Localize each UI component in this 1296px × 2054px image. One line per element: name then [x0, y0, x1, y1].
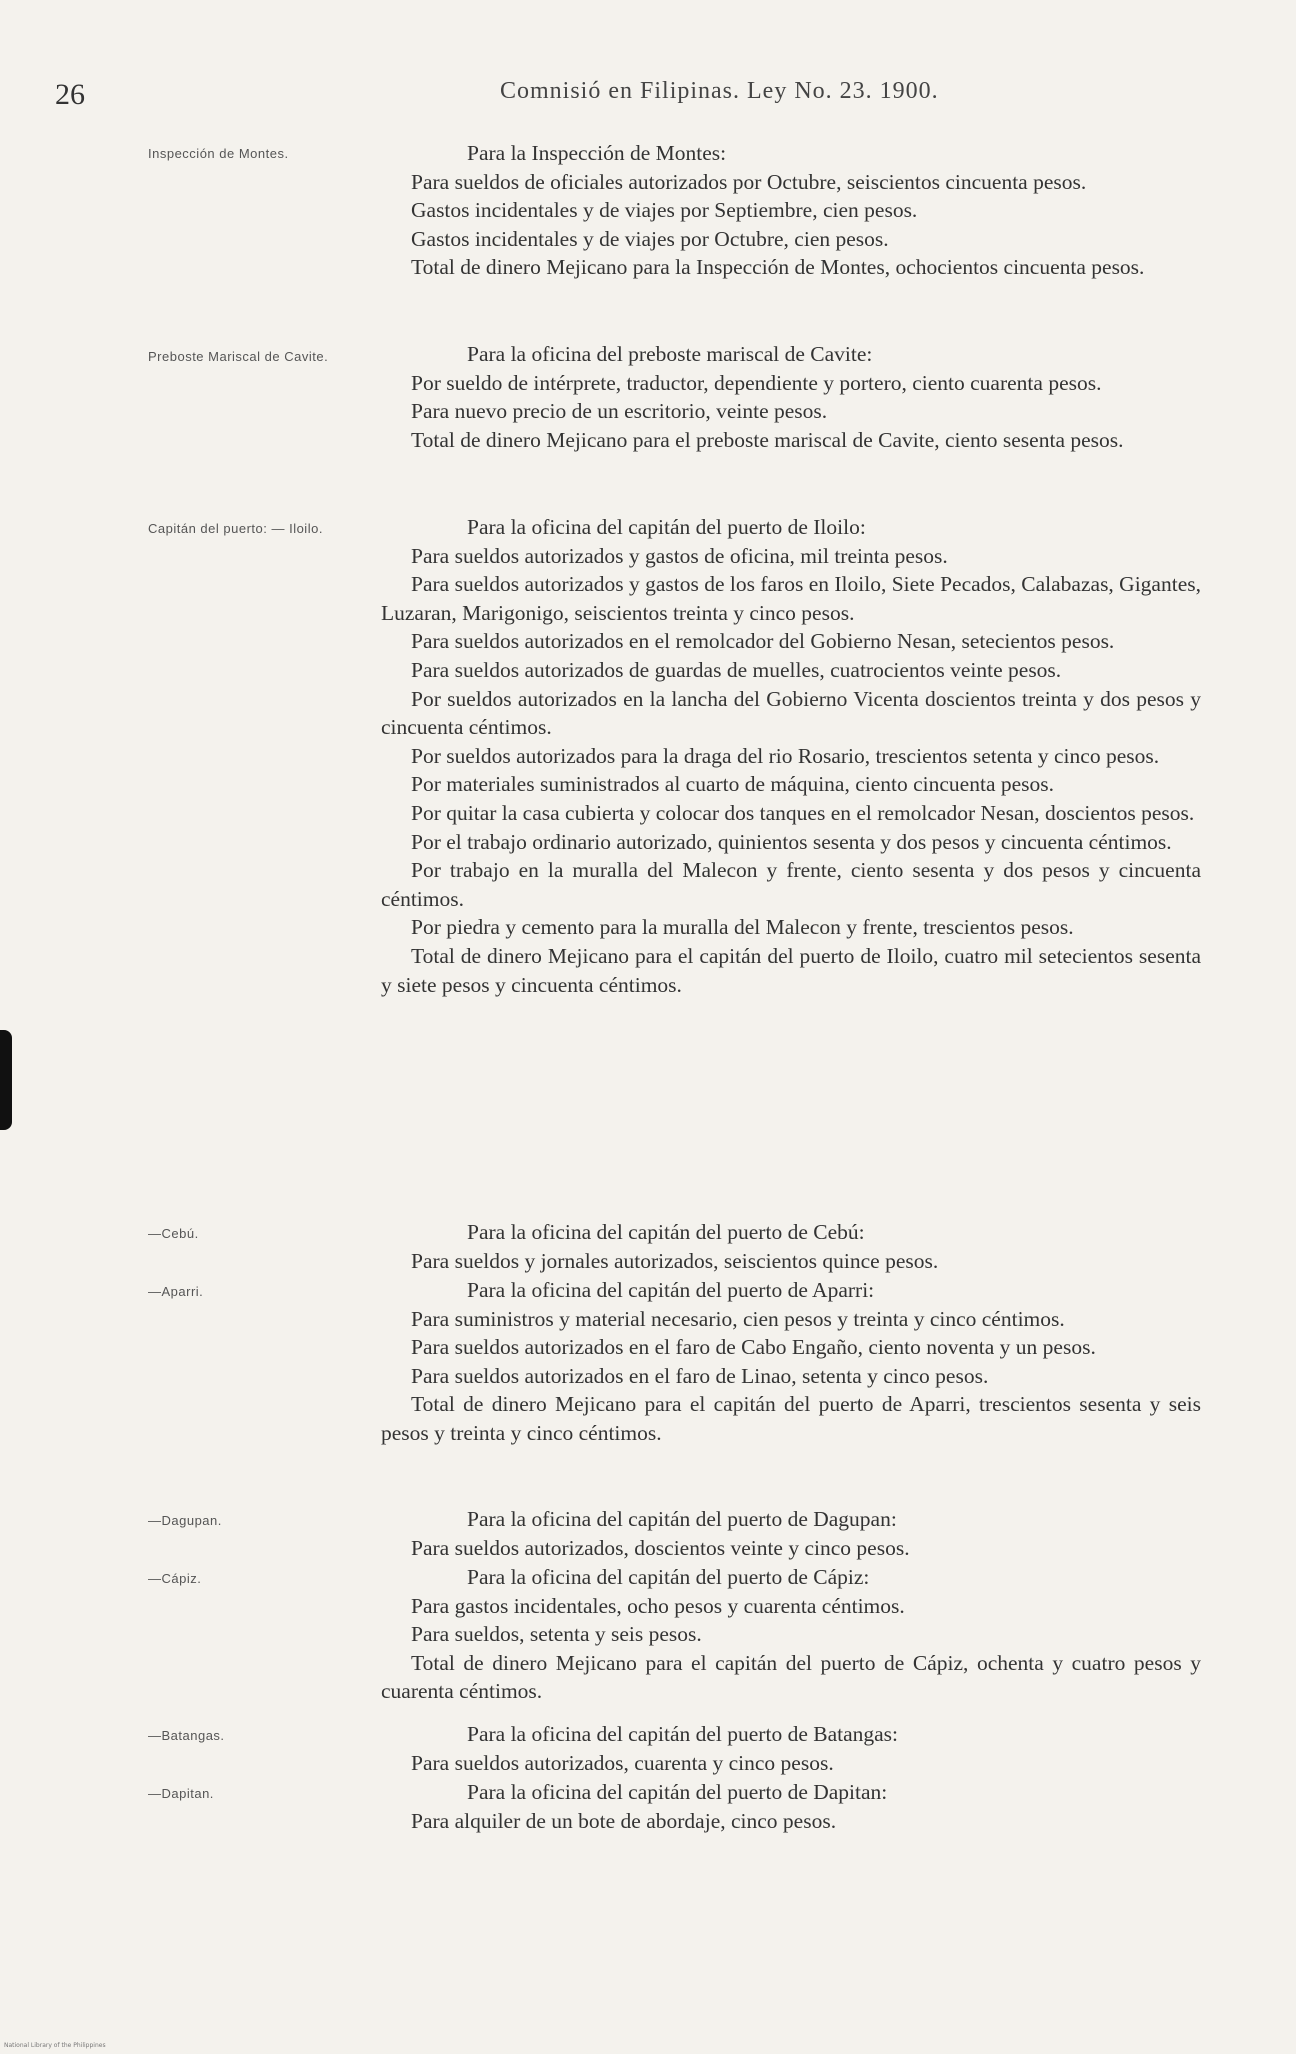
section-item: Para sueldos y jornales autorizados, seiscientos quince pesos. — [411, 1248, 939, 1273]
section-cebu — [381, 1218, 1201, 1275]
section-item: Para sueldos autorizados y gastos de oficina, mil treinta pesos. — [411, 543, 948, 568]
page-number: 26 — [55, 78, 85, 111]
margin-note-montes: Inspección de Montes. — [148, 146, 289, 161]
section-item: Para nuevo precio de un escritorio, veinte pesos. — [411, 399, 828, 424]
section-item: Para sueldos autorizados, cuarenta y cinco pesos. — [411, 1750, 834, 1775]
margin-note-cebu: —Cebú. — [148, 1226, 199, 1241]
section-cavite — [381, 340, 1201, 454]
section-iloilo — [381, 513, 1201, 999]
section-item: Para sueldos autorizados de guardas de muelles, cuatrocientos veinte pesos. — [411, 657, 1062, 682]
footer-tag: National Library of the Philippines — [4, 2042, 106, 2049]
margin-note-dagupan: —Dagupan. — [148, 1513, 222, 1528]
section-item: Para sueldos autorizados en el remolcador del Gobierno Nesan, setecientos pesos. — [411, 629, 1115, 654]
section-item: Total de dinero Mejicano para el capitán del puerto de Cápiz, ochenta y cuatro pesos y cuarenta céntimos. — [381, 1650, 1201, 1704]
section-item: Por sueldos autorizados en la lancha del Gobierno Vicenta doscientos treinta y dos pesos y cincuenta céntimos. — [381, 686, 1201, 740]
margin-note-dapitan: —Dapitan. — [148, 1786, 214, 1801]
section-item: Para alquiler de un bote de abordaje, cinco pesos. — [411, 1808, 837, 1833]
section-item: Para sueldos autorizados en el faro de Cabo Engaño, ciento noventa y un pesos. — [411, 1335, 1096, 1360]
section-item: Por trabajo en la muralla del Malecon y frente, ciento sesenta y dos pesos y cincuenta céntimos. — [381, 858, 1201, 911]
section-item: Gastos incidentales y de viajes por Octubre, cien pesos. — [411, 226, 889, 251]
section-item: Total de dinero Mejicano para el capitán del puerto de Aparri, trescientos sesenta y seis pesos y treinta y cinco céntimos. — [381, 1392, 1201, 1445]
section-item: Para sueldos autorizados y gastos de los faros en Iloilo, Siete Pecados, Calabazas, Gigantes, Luzaran, Marigonigo, seiscientos treinta y cinco pesos. — [381, 572, 1201, 625]
section-aparri — [381, 1276, 1201, 1448]
section-item: Total de dinero Mejicano para el preboste mariscal de Cavite, ciento sesenta pesos. — [411, 427, 1124, 452]
section-item: Para sueldos de oficiales autorizados por Octubre, seiscientos cincuenta pesos. — [411, 169, 1087, 194]
section-batangas — [381, 1720, 1201, 1777]
scan-edge-mark — [0, 1030, 12, 1130]
margin-note-cavite: Preboste Mariscal de Cavite. — [148, 349, 329, 364]
section-item: Gastos incidentales y de viajes por Septiembre, cien pesos. — [411, 198, 918, 223]
section-heading: Para la oficina del capitán del puerto de Dagupan: — [467, 1507, 897, 1531]
section-item: Para gastos incidentales, ocho pesos y cuarenta céntimos. — [411, 1593, 905, 1618]
section-item: Por quitar la casa cubierta y colocar dos tanques en el remolcador Nesan, doscientos pesos. — [411, 800, 1195, 825]
section-item: Por sueldos autorizados para la draga del rio Rosario, trescientos setenta y cinco pesos. — [411, 743, 1160, 768]
section-montes — [381, 139, 1201, 282]
running-header: Comnisió en Filipinas. Ley No. 23. 1900. — [500, 78, 939, 104]
section-item: Por piedra y cemento para la muralla del Malecon y frente, trescientos pesos. — [411, 915, 1074, 940]
section-heading: Para la oficina del capitán del puerto de Aparri: — [467, 1278, 875, 1302]
section-heading: Para la oficina del capitán del puerto de Iloilo: — [467, 515, 866, 539]
section-item: Total de dinero Mejicano para el capitán del puerto de Iloilo, cuatro mil setecientos sesenta y siete pesos y cincuenta céntimos. — [381, 943, 1201, 997]
section-item: Por materiales suministrados al cuarto de máquina, ciento cincuenta pesos. — [411, 772, 1055, 797]
margin-note-capiz: —Cápiz. — [148, 1571, 202, 1586]
margin-note-iloilo: Capitán del puerto: — Iloilo. — [148, 521, 323, 536]
margin-note-aparri: —Aparri. — [148, 1284, 204, 1299]
section-heading: Para la oficina del capitán del puerto de Cebú: — [467, 1220, 865, 1244]
section-item: Total de dinero Mejicano para la Inspección de Montes, ochocientos cincuenta pesos. — [411, 255, 1145, 280]
section-item: Para sueldos, setenta y seis pesos. — [411, 1622, 702, 1647]
section-heading: Para la Inspección de Montes: — [467, 141, 727, 165]
section-item: Para sueldos autorizados, doscientos veinte y cinco pesos. — [411, 1535, 910, 1560]
section-heading: Para la oficina del capitán del puerto de Cápiz: — [467, 1565, 870, 1589]
section-heading: Para la oficina del capitán del puerto de Batangas: — [467, 1722, 899, 1746]
margin-note-batangas: —Batangas. — [148, 1728, 225, 1743]
section-heading: Para la oficina del preboste mariscal de Cavite: — [467, 342, 873, 366]
section-dapitan — [381, 1778, 1201, 1835]
section-item: Por sueldo de intérprete, traductor, dependiente y portero, ciento cuarenta pesos. — [411, 370, 1102, 395]
section-item: Para suministros y material necesario, cien pesos y treinta y cinco céntimos. — [411, 1306, 1065, 1331]
section-capiz — [381, 1563, 1201, 1706]
section-item: Por el trabajo ordinario autorizado, quinientos sesenta y dos pesos y cincuenta céntimos. — [411, 829, 1172, 854]
section-heading: Para la oficina del capitán del puerto de Dapitan: — [467, 1780, 888, 1804]
section-dagupan — [381, 1505, 1201, 1562]
section-item: Para sueldos autorizados en el faro de Linao, setenta y cinco pesos. — [411, 1363, 989, 1388]
